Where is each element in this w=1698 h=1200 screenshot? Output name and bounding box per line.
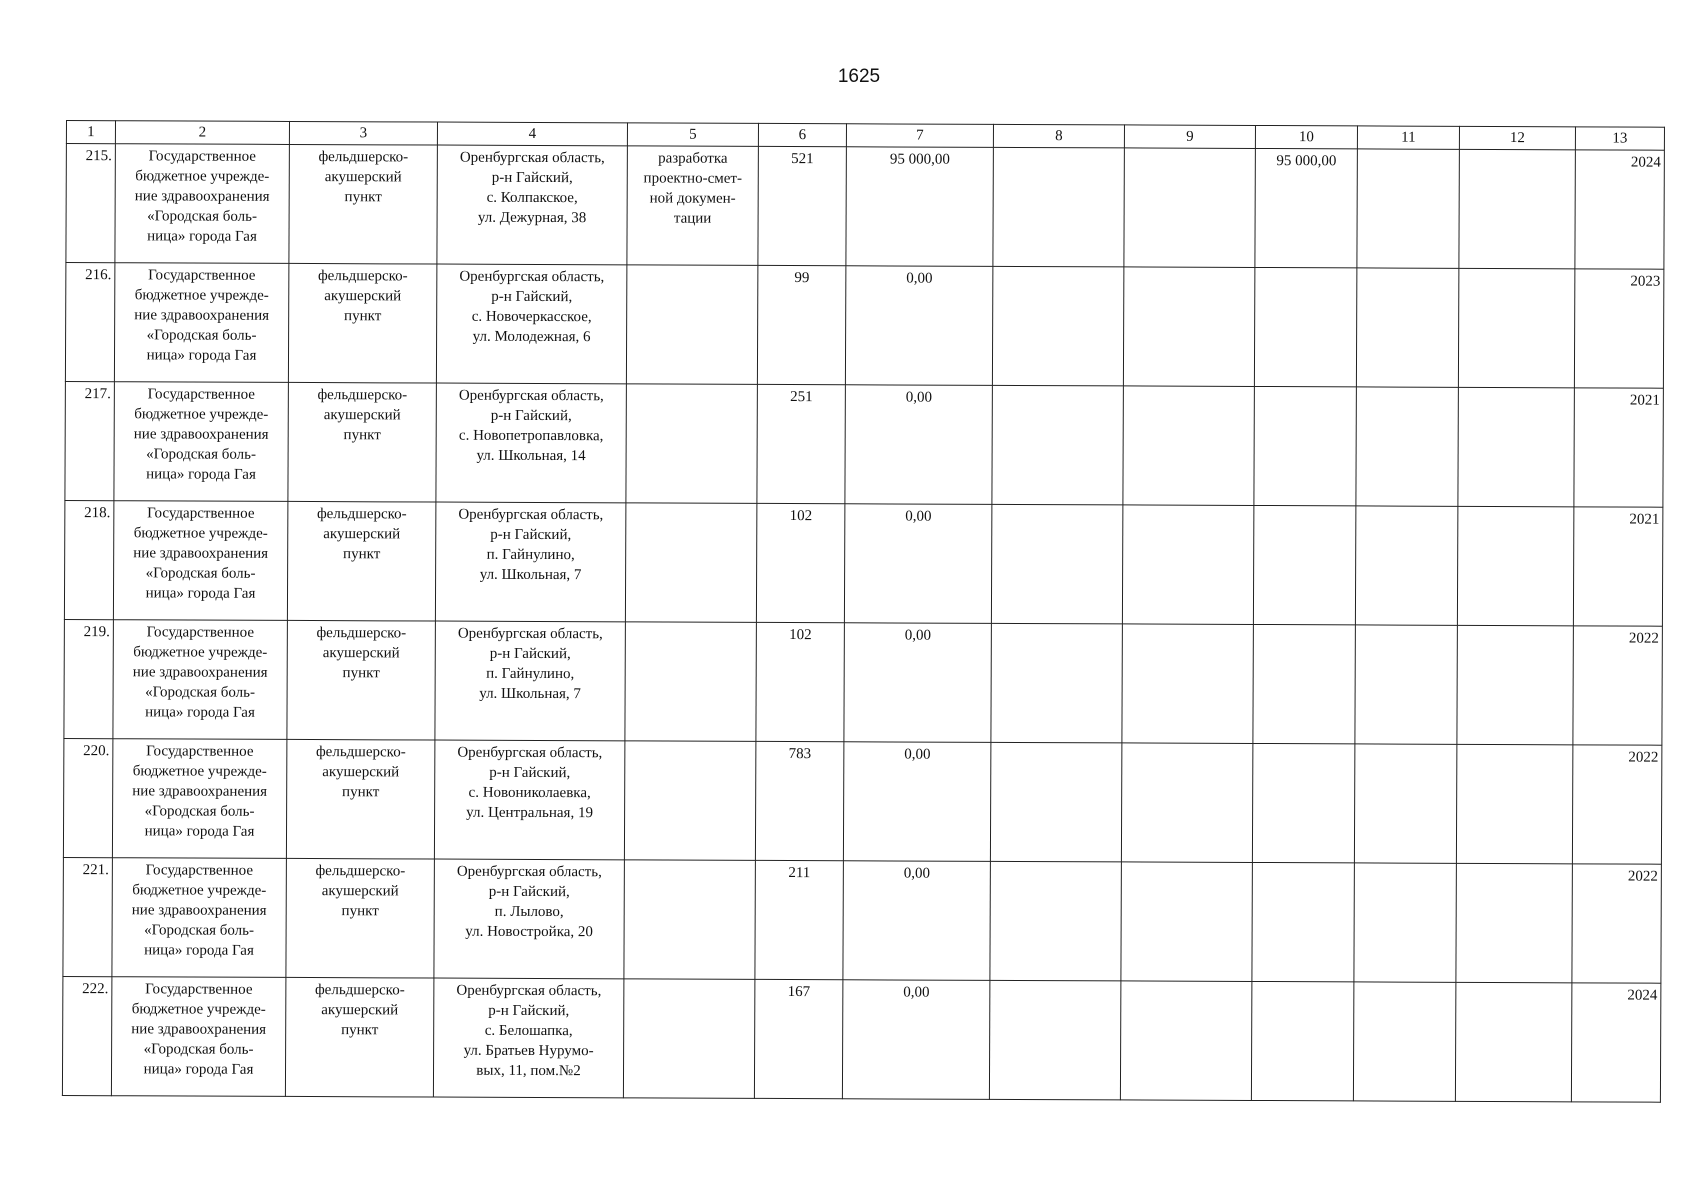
col9-cell <box>1121 862 1252 982</box>
total-amount-cell: 0,00 <box>845 385 992 505</box>
year-cell: 2022 <box>1573 626 1662 745</box>
col11-cell <box>1354 744 1456 863</box>
col11-cell <box>1353 982 1455 1101</box>
year-cell: 2024 <box>1571 983 1660 1102</box>
col12-cell <box>1459 149 1575 268</box>
organization-cell: Государственное бюджетное учрежде- ние здравоохранения «Городская боль- ница» города Гая <box>112 739 286 859</box>
facility-type-cell: фельдшерско- акушерский пункт <box>287 501 435 621</box>
address-cell: Оренбургская область, р-н Гайский, с. Новопетропавловка, ул. Школьная, 14 <box>436 383 626 503</box>
col12-cell <box>1458 268 1574 387</box>
col12-cell <box>1456 744 1572 863</box>
col11-cell <box>1357 149 1459 268</box>
column-number: 3 <box>289 121 437 145</box>
address-cell: Оренбургская область, р-н Гайский, п. Лылово, ул. Новостройка, 20 <box>434 859 624 979</box>
col11-cell <box>1354 863 1456 982</box>
organization-cell: Государственное бюджетное учрежде- ние здравоохранения «Городская боль- ница» города Гая <box>111 977 285 1097</box>
column-number: 5 <box>627 123 758 147</box>
column-number: 2 <box>115 121 289 145</box>
facility-type-cell: фельдшерско- акушерский пункт <box>288 263 436 383</box>
col8-cell <box>989 980 1120 1100</box>
col6-cell: 211 <box>755 860 843 979</box>
work-type-cell <box>626 384 757 504</box>
address-cell: Оренбургская область, р-н Гайский, п. Гайнулино, ул. Школьная, 7 <box>435 621 625 741</box>
col11-cell <box>1355 506 1457 625</box>
facility-type-cell: фельдшерско- акушерский пункт <box>287 620 435 740</box>
work-type-cell <box>624 860 755 980</box>
facility-type-cell: фельдшерско- акушерский пункт <box>288 382 436 502</box>
facility-type-cell: фельдшерско- акушерский пункт <box>286 739 434 859</box>
col12-cell <box>1455 982 1571 1101</box>
row-number: 220. <box>63 738 112 857</box>
total-amount-cell: 0,00 <box>843 861 990 981</box>
column-number: 10 <box>1255 125 1357 148</box>
col8-cell <box>991 623 1122 743</box>
year-cell: 2024 <box>1575 150 1664 269</box>
col6-cell: 102 <box>756 622 844 741</box>
col12-cell <box>1456 863 1572 982</box>
col8-cell <box>992 266 1123 386</box>
col9-cell <box>1124 148 1255 268</box>
organization-cell: Государственное бюджетное учрежде- ние здравоохранения «Городская боль- ница» города Гая <box>113 501 287 621</box>
row-number: 221. <box>63 857 112 976</box>
year-cell: 2022 <box>1572 864 1661 983</box>
address-cell: Оренбургская область, р-н Гайский, с. Новониколаевка, ул. Центральная, 19 <box>434 740 624 860</box>
year-cell: 2022 <box>1572 745 1661 864</box>
col8-cell <box>990 861 1121 981</box>
facility-type-cell: фельдшерско- акушерский пункт <box>286 858 434 978</box>
table-row <box>64 500 1662 626</box>
column-number: 12 <box>1459 126 1575 149</box>
column-number: 6 <box>758 123 846 146</box>
col8-cell <box>992 385 1123 505</box>
col9-cell <box>1120 981 1251 1101</box>
facility-type-cell: фельдшерско- акушерский пункт <box>289 144 437 264</box>
col9-cell <box>1123 386 1254 506</box>
row-number: 217. <box>65 381 114 500</box>
work-type-cell <box>623 979 754 1099</box>
table-row <box>64 619 1662 745</box>
col11-cell <box>1356 268 1458 387</box>
col11-cell <box>1355 625 1457 744</box>
col10-cell <box>1254 386 1356 505</box>
total-amount-cell: 0,00 <box>845 266 992 386</box>
organization-cell: Государственное бюджетное учрежде- ние здравоохранения «Городская боль- ница» города Гая <box>114 382 288 502</box>
col6-cell: 251 <box>757 384 845 503</box>
work-type-cell: разработка проектно-смет- ной докумен- тации <box>627 146 758 266</box>
col9-cell <box>1123 267 1254 387</box>
work-type-cell <box>625 622 756 742</box>
table-row <box>65 381 1663 507</box>
page-number: 1625 <box>837 66 881 87</box>
column-number: 11 <box>1357 126 1459 149</box>
col12-cell <box>1457 506 1573 625</box>
organization-cell: Государственное бюджетное учрежде- ние здравоохранения «Городская боль- ница» города Гая <box>114 263 288 383</box>
col9-cell <box>1122 624 1253 744</box>
row-number: 219. <box>64 619 113 738</box>
column-number: 8 <box>993 124 1124 148</box>
total-amount-cell: 0,00 <box>842 980 989 1100</box>
col10-cell <box>1251 981 1353 1100</box>
col10-cell <box>1252 743 1354 862</box>
col6-cell: 783 <box>755 741 843 860</box>
facility-type-cell: фельдшерско- акушерский пункт <box>285 977 433 1097</box>
col9-cell <box>1121 743 1252 863</box>
year-cell: 2021 <box>1574 388 1663 507</box>
col8-cell <box>990 742 1121 862</box>
row-number: 216. <box>65 263 114 382</box>
total-amount-cell: 0,00 <box>843 742 990 862</box>
organization-cell: Государственное бюджетное учрежде- ние здравоохранения «Городская боль- ница» города Гая <box>112 858 286 978</box>
column-number: 7 <box>846 124 993 148</box>
address-cell: Оренбургская область, р-н Гайский, с. Новочеркасское, ул. Молодежная, 6 <box>436 264 626 384</box>
table-row <box>65 263 1663 389</box>
col10-cell <box>1252 862 1354 981</box>
row-number: 215. <box>66 144 115 263</box>
column-number: 13 <box>1575 127 1664 150</box>
work-type-cell <box>625 503 756 623</box>
col12-cell <box>1457 625 1573 744</box>
col10-cell <box>1253 624 1355 743</box>
address-cell: Оренбургская область, р-н Гайский, с. Белошапка, ул. Братьев Нурумо- вых, 11, пом.№2 <box>433 978 623 1098</box>
year-cell: 2021 <box>1573 507 1662 626</box>
col10-cell <box>1254 267 1356 386</box>
table-row <box>63 857 1661 983</box>
organization-cell: Государственное бюджетное учрежде- ние здравоохранения «Городская боль- ница» города Гая <box>115 144 289 264</box>
col10-cell <box>1253 505 1355 624</box>
table-row <box>66 144 1664 270</box>
col6-cell: 99 <box>757 265 845 384</box>
col6-cell: 167 <box>754 979 842 1098</box>
column-number: 9 <box>1124 125 1255 149</box>
work-type-cell <box>626 265 757 385</box>
column-number: 1 <box>66 121 115 144</box>
col12-cell <box>1458 387 1574 506</box>
address-cell: Оренбургская область, р-н Гайский, п. Гайнулино, ул. Школьная, 7 <box>435 502 625 622</box>
total-amount-cell: 0,00 <box>844 623 991 743</box>
col10-cell: 95 000,00 <box>1255 148 1357 267</box>
col8-cell <box>993 147 1124 267</box>
col9-cell <box>1122 505 1253 625</box>
col6-cell: 102 <box>756 503 844 622</box>
column-number: 4 <box>437 122 627 146</box>
row-number: 222. <box>62 976 111 1095</box>
table-row <box>63 738 1661 864</box>
registry-table <box>62 120 1665 1103</box>
col6-cell: 521 <box>758 146 846 265</box>
row-number: 218. <box>64 500 113 619</box>
table-row <box>62 976 1660 1102</box>
col11-cell <box>1356 387 1458 506</box>
organization-cell: Государственное бюджетное учрежде- ние здравоохранения «Городская боль- ница» города Гая <box>113 620 287 740</box>
total-amount-cell: 95 000,00 <box>846 147 993 267</box>
total-amount-cell: 0,00 <box>844 504 991 624</box>
col8-cell <box>991 504 1122 624</box>
work-type-cell <box>624 741 755 861</box>
year-cell: 2023 <box>1574 269 1663 388</box>
address-cell: Оренбургская область, р-н Гайский, с. Колпакское, ул. Дежурная, 38 <box>437 145 627 265</box>
